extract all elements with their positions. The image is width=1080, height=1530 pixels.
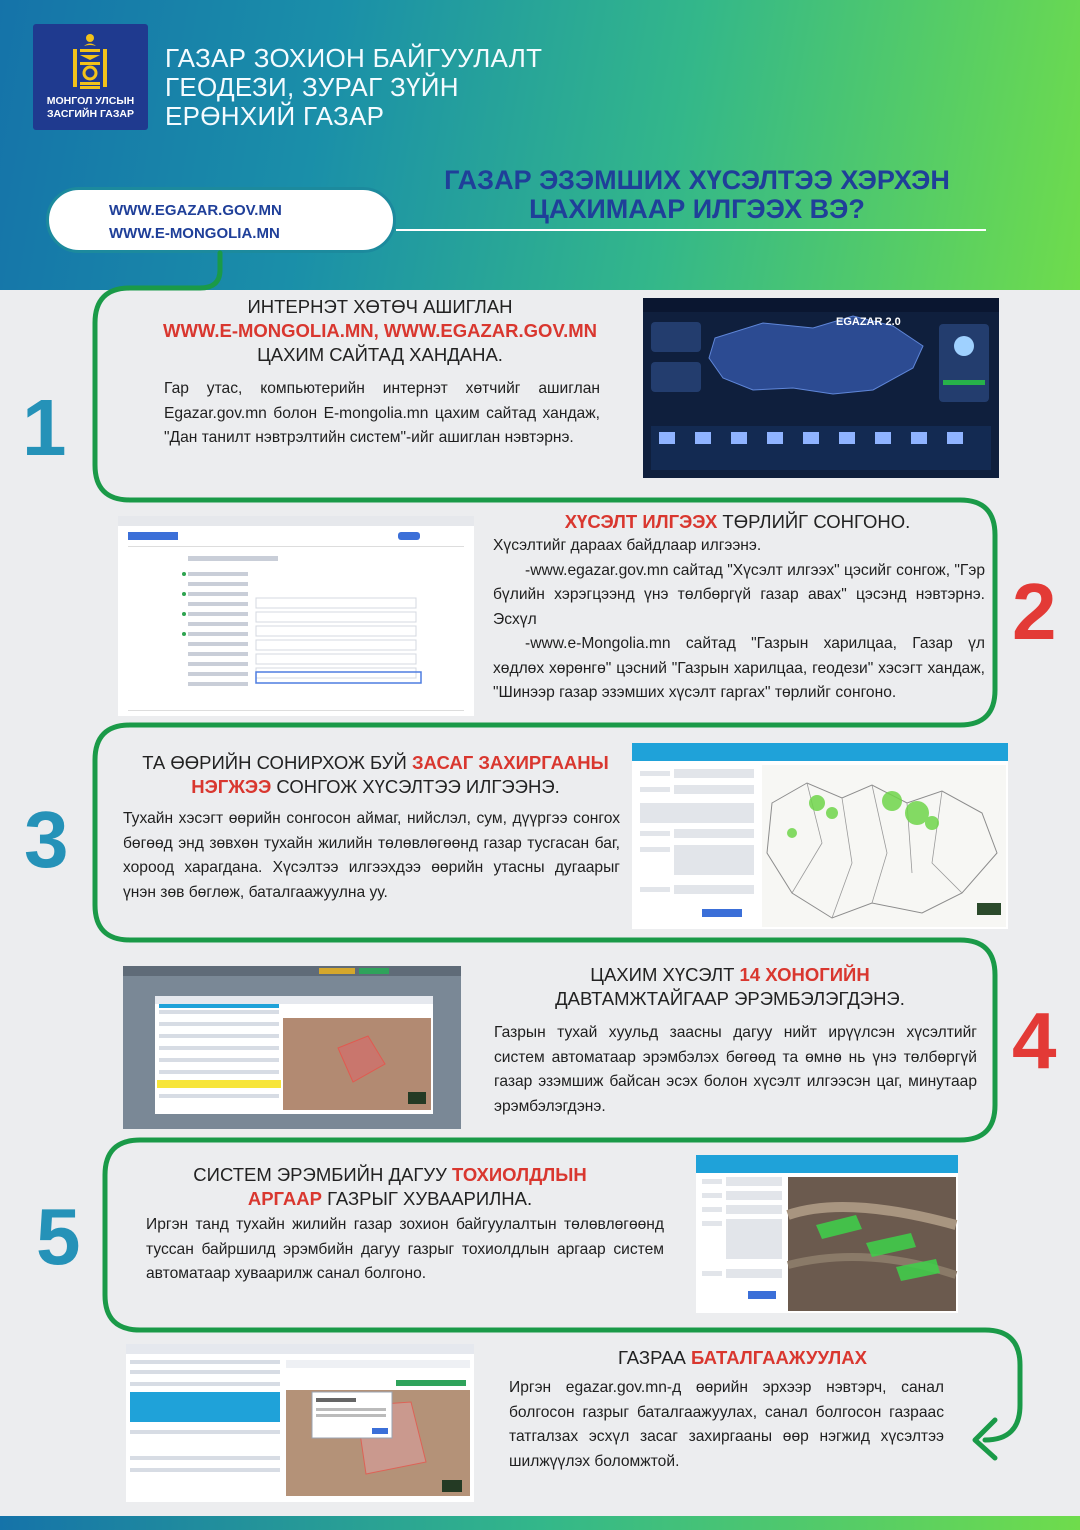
step-2-heading bbox=[500, 510, 975, 534]
step-2-screenshot-emongolia bbox=[118, 516, 474, 716]
step-6-body: Иргэн egazar.gov.mn-д өөрийн эрхээр нэвтэрч, санал болгосон газрыг баталгаажуулах, санал болгосон газраас татгалзах эсхүл засаг захиргааны өөр нэгжид хүсэлтээ шилжүүлэх боломжтой. bbox=[509, 1379, 944, 1470]
step-6-heading-pre: ГАЗРАА bbox=[618, 1347, 692, 1368]
step-5-heading-highlight2: АРГААР bbox=[247, 1188, 322, 1209]
step-2-body bbox=[493, 534, 985, 706]
step-5-body: Иргэн танд тухайн жилийн газар зохион байгуулалтын төлөвлөгөөнд туссан байршилд эрэмбийн дагуу газрыг тохиолдлын аргаар систем автоматаар хуваарилж санал болгоно. bbox=[146, 1216, 664, 1282]
step-4-heading bbox=[490, 963, 970, 1011]
step-1-heading-line1: ИНТЕРНЭТ ХӨТӨЧ АШИГЛАН bbox=[247, 296, 513, 317]
step-2-heading-rest: ТӨРЛИЙГ СОНГОНО. bbox=[717, 511, 911, 532]
page-title-line2: ЦАХИМААР ИЛГЭЭХ ВЭ? bbox=[529, 194, 865, 224]
step-5-heading-rest: ГАЗРЫГ ХУВААРИЛНА. bbox=[321, 1188, 533, 1209]
step-3-heading-highlight1: ЗАСАГ ЗАХИРГААНЫ bbox=[411, 752, 609, 773]
step-4-heading-rest: ДАВТАМЖТАЙГААР ЭРЭМБЭЛЭГДЭНЭ. bbox=[555, 988, 905, 1009]
step-4-screenshot-ranking bbox=[123, 966, 461, 1129]
step-5-heading bbox=[140, 1163, 640, 1211]
step-3-number: 3 bbox=[24, 795, 69, 884]
step-2-intro: Хүсэлтийг дараах байдлаар илгээнэ. bbox=[493, 537, 762, 554]
step-6-heading-highlight: БАТАЛГААЖУУЛАХ bbox=[691, 1347, 867, 1368]
step-1-body: Гар утас, компьютерийн интернэт хөтчийг ашиглан Egazar.gov.mn болон E-mongolia.mn цахим сайтад хандаж, "Дан танилт нэвтрэлтийн систем"-ийг ашиглан нэвтэрнэ. bbox=[164, 380, 600, 446]
step-2-option-egazar: -www.egazar.gov.mn сайтад "Хүсэлт илгээх" цэсийг сонгож, "Гэр бүлийн хэрэгцээнд үнэ төлбөргүй газар авах" цэсэнд нэвтэрнэ. Эсхүл bbox=[493, 561, 985, 628]
step-4-heading-highlight: 14 ХОНОГИЙН bbox=[739, 964, 870, 985]
step-2-option-emongolia: -www.e-Mongolia.mn сайтад "Газрын харилцаа, Газар үл хөдлөх хөрөнгө" цэсний "Газрын харилцаа, геодези" хэсэгт хандаж, "Шинээр газар эзэмших хүсэлт гаргах" төрлийг сонгоно. bbox=[493, 635, 985, 701]
step-4-number: 4 bbox=[1012, 996, 1057, 1085]
step-3-screenshot-admin-map bbox=[632, 743, 1008, 929]
logo-caption-line1: МОНГОЛ УЛСЫН bbox=[46, 95, 135, 107]
org-name-line3: ЕРӨНХИЙ ГАЗАР bbox=[165, 101, 385, 131]
step-6-screenshot-confirm bbox=[126, 1344, 474, 1502]
logo-caption-line2: ЗАСГИЙН ГАЗАР bbox=[46, 108, 135, 120]
step-3-heading-highlight2: НЭГЖЭЭ bbox=[191, 776, 272, 797]
step-1-screenshot-egazar-map bbox=[643, 298, 999, 478]
step-5-number: 5 bbox=[36, 1192, 81, 1281]
step-3-heading-rest: СОНГОЖ ХҮСЭЛТЭЭ ИЛГЭЭНЭ. bbox=[271, 776, 560, 797]
step-6-heading bbox=[505, 1346, 980, 1370]
step-4-heading-pre: ЦАХИМ ХҮСЭЛТ bbox=[590, 964, 740, 985]
step-2-number: 2 bbox=[1012, 567, 1057, 656]
step-4-body: Газрын тухай хуульд заасны дагуу нийт ирүүлсэн хүсэлтийг систем автоматаар эрэмбэлэх бөгөөд та өмнө нь үнэ төлбөргүй газар эзэмшиж байсан эсэх болон хүсэлт илгээсэн цаг, минутаар эрэмбэлэгдэнэ. bbox=[494, 1024, 977, 1115]
e-mongolia-link[interactable]: WWW.E-MONGOLIA.MN bbox=[109, 225, 280, 242]
step-5-heading-highlight1: ТОХИОЛДЛЫН bbox=[452, 1164, 587, 1185]
step-1-number: 1 bbox=[22, 383, 67, 472]
step-1-heading-line3: ЦАХИМ САЙТАД ХАНДАНА. bbox=[257, 344, 503, 365]
step-1-heading-urls: WWW.E-MONGOLIA.MN, WWW.EGAZAR.GOV.MN bbox=[162, 320, 598, 341]
page-title-line1: ГАЗАР ЭЗЭМШИХ ХҮСЭЛТЭЭ ХЭРХЭН bbox=[444, 165, 950, 195]
egazar-logo-text: EGAZAR 2.0 bbox=[836, 316, 901, 328]
step-3-heading-pre: ТА ӨӨРИЙН СОНИРХОЖ БУЙ bbox=[142, 752, 412, 773]
org-name-line2: ГЕОДЕЗИ, ЗУРАГ ЗҮЙН bbox=[165, 72, 459, 102]
step-5-screenshot-allocation bbox=[696, 1155, 958, 1313]
org-name-line1: ГАЗАР ЗОХИОН БАЙГУУЛАЛТ bbox=[165, 43, 543, 73]
step-2-heading-highlight: ХҮСЭЛТ ИЛГЭЭХ bbox=[564, 511, 718, 532]
egazar-link[interactable]: WWW.EGAZAR.GOV.MN bbox=[109, 202, 282, 219]
step-3-body: Тухайн хэсэгт өөрийн сонгосон аймаг, нийслэл, сум, дүүргээ сонгох бөгөөд энд зөвхөн тухайн жилийн төлөвлөгөөнд газар тусгасан баг, хороод харагдана. Хүсэлтээ илгээхдээ өөрийн утасны дугаарыг үнэн зөв бөглөж, баталгаажуулна уу. bbox=[123, 810, 620, 901]
step-1-heading bbox=[130, 295, 630, 367]
footer-bar bbox=[0, 1516, 1080, 1530]
step-3-heading bbox=[118, 751, 633, 799]
step-5-heading-pre: СИСТЕМ ЭРЭМБИЙН ДАГУУ bbox=[193, 1164, 452, 1185]
